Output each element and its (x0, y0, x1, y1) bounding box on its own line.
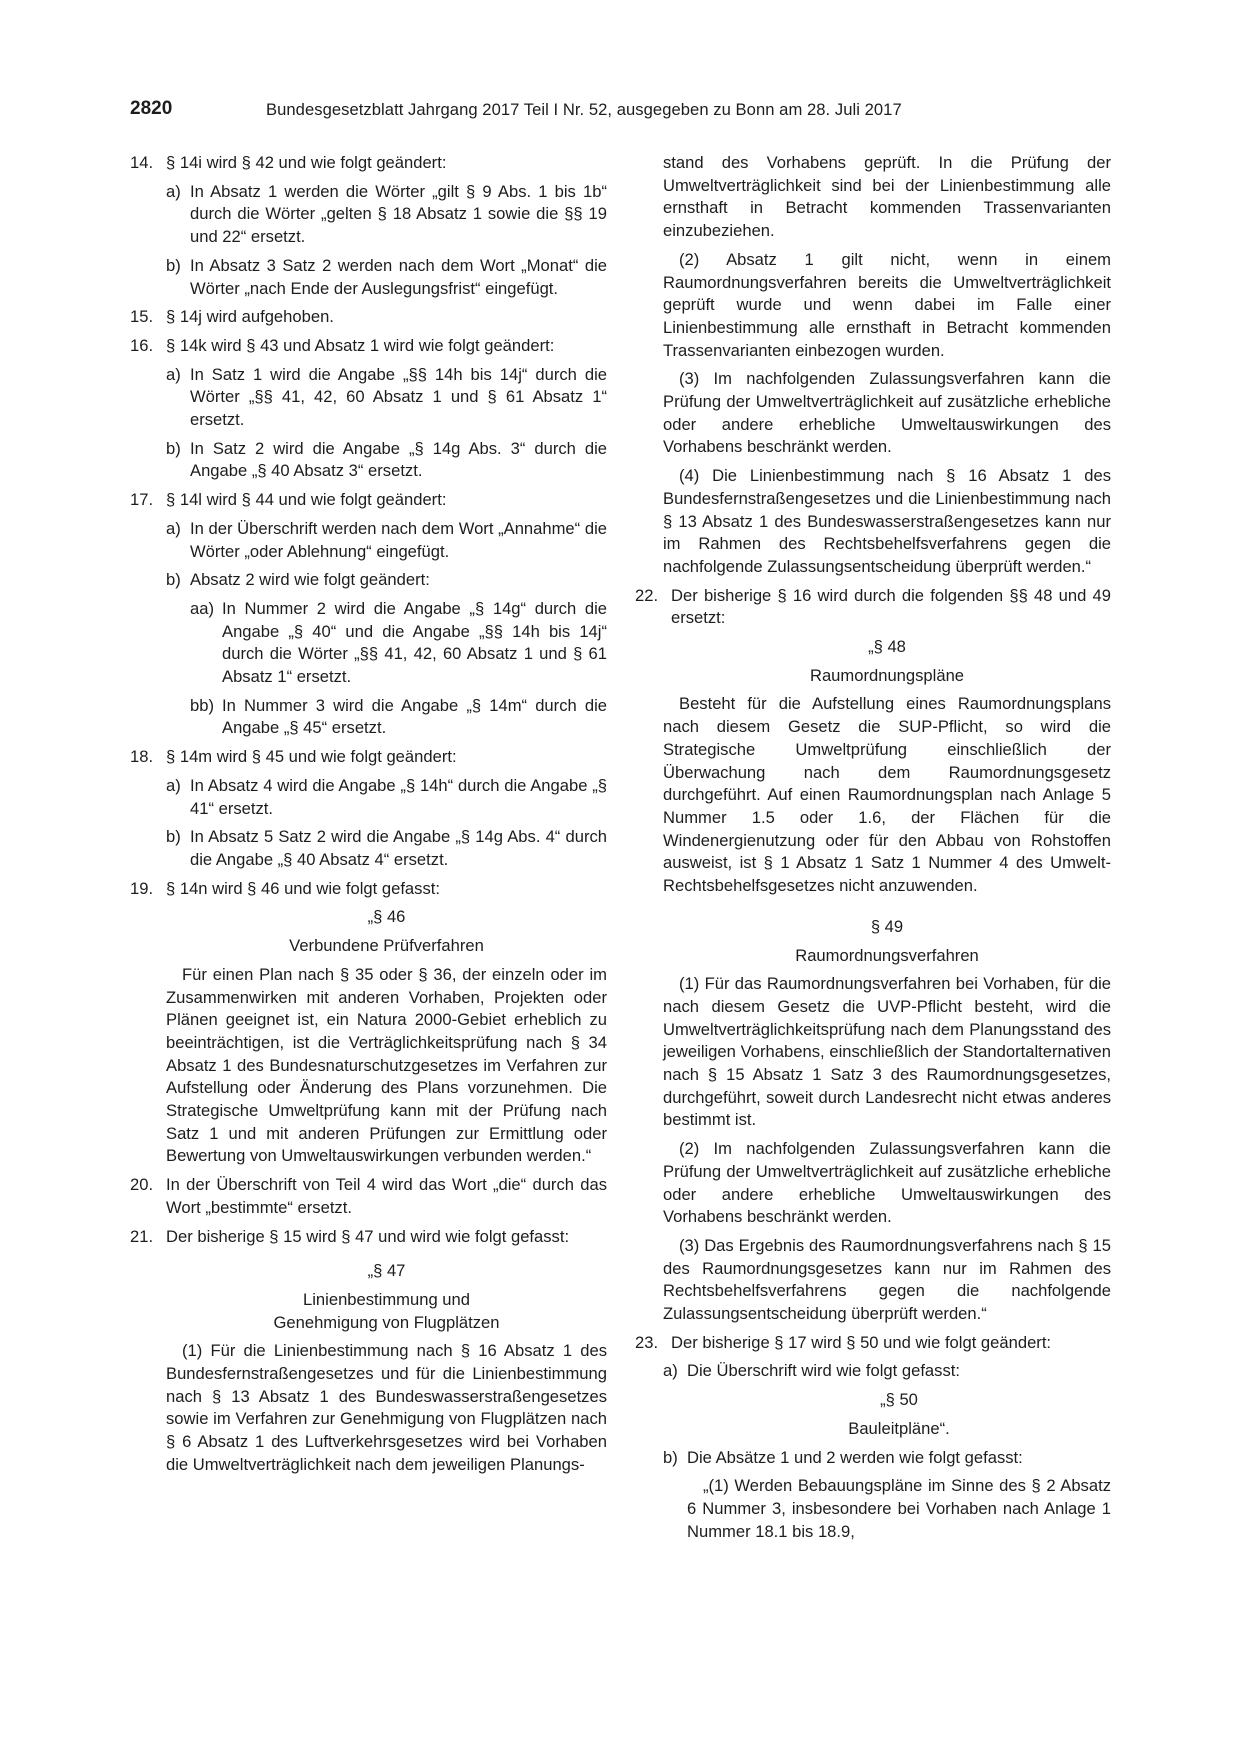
sub-item-letter: b) (166, 255, 181, 275)
left-column (130, 152, 607, 1483)
sub-item (130, 255, 607, 300)
sub-item-text: In Absatz 5 Satz 2 wird die Angabe „§ 14g Abs. 4“ durch die Angabe „§ 40 Absatz 4“ ersetzt. (190, 827, 607, 869)
sub-item (635, 1360, 1111, 1383)
item-text: § 14n wird § 46 und wie folgt gefasst: (166, 878, 440, 898)
item-number: 17. (130, 490, 154, 510)
item-text: § 14j wird aufgehoben. (166, 307, 334, 327)
item-number: 16. (130, 335, 154, 355)
sub-item-letter: a) (166, 364, 181, 384)
item-text: § 14k wird § 43 und Absatz 1 wird wie folgt geändert: (166, 335, 555, 355)
page-header-title: Bundesgesetzblatt Jahrgang 2017 Teil I Nr. 52, ausgegeben zu Bonn am 28. Juli 2017 (266, 100, 902, 119)
section-number: § 49 (870, 916, 904, 936)
paragraph: (3) Im nachfolgenden Zulassungsverfahren kann die Prüfung der Umweltverträglichkeit auf zusätzliche erhebliche oder andere erhebliche Umweltauswirkungen des Vorhabens beschränkt werden. (663, 369, 1111, 457)
paragraph: (1) Für die Linienbestimmung nach § 16 Absatz 1 des Bundesfernstraßengesetzes und für die Linienbestimmung nach § 13 Absatz 1 des Bundeswasserstraßengesetzes sowie im Verfahren zur Genehmigung von Flugplätzen nach § 6 Absatz 1 des Luftverkehrsgesetzes wird bei Vorhaben die Umweltverträglichkeit nach dem jeweiligen Planungs- (166, 1341, 607, 1474)
paragraph: (4) Die Linienbestimmung nach § 16 Absatz 1 des Bundesfernstraßengesetzes und die Linienbestimmung nach § 13 Absatz 1 des Bundeswasserstraßengesetzes kann nur im Rahmen des Rechtsbehelfsverfahrens gegen die nachfolgende Zulassungsentscheidung überprüft werden.“ (663, 466, 1111, 576)
sub-item-letter: b) (166, 827, 181, 847)
sub-item (130, 518, 607, 563)
paragraph: (1) Für das Raumordnungsverfahren bei Vorhaben, für die nach diesem Gesetz die UVP-Pflicht besteht, wird die Umweltverträglichkeitsprüfung nach dem Planungsstand des jeweiligen Vorhabens, einschließlich der Standortalternativen nach § 15 Absatz 1 Satz 3 des Raumordnungsgesetzes, durchgeführt, soweit durch Landesrecht nicht etwas anderes bestimmt ist. (663, 974, 1111, 1130)
item-text: § 14m wird § 45 und wie folgt geändert: (166, 747, 457, 767)
sub-item-text: Die Absätze 1 und 2 werden wie folgt gefasst: (687, 1447, 1023, 1467)
sub-item-text: In der Überschrift werden nach dem Wort „Annahme“ die Wörter „oder Ablehnung“ eingefügt. (190, 518, 607, 561)
sub-item (130, 826, 607, 871)
section-heading: Raumordnungspläne (809, 665, 965, 685)
item-number: 23. (635, 1332, 659, 1352)
sub-sub-item (130, 695, 607, 740)
list-item (130, 1226, 607, 1249)
paragraph: „(1) Werden Bebauungspläne im Sinne des § 2 Absatz 6 Nummer 3, insbesondere bei Vorhaben nach Anlage 1 Nummer 18.1 bis 18.9, (687, 1476, 1111, 1541)
item-text: § 14i wird § 42 und wie folgt geändert: (166, 153, 447, 172)
paragraph: (2) Im nachfolgenden Zulassungsverfahren kann die Prüfung der Umweltverträglichkeit auf zusätzliche erhebliche oder andere erhebliche Umweltauswirkungen des Vorhabens beschränkt werden. (663, 1139, 1111, 1227)
sub-item (130, 775, 607, 820)
sub-item (130, 364, 607, 432)
sub-item-letter: b) (166, 570, 181, 590)
right-column (635, 152, 1111, 1549)
sub-item (130, 181, 607, 249)
sub-sub-item-text: In Nummer 2 wird die Angabe „§ 14g“ durch die Angabe „§ 40“ und die Angabe „§§ 14h bis 14j“ durch die Wörter „§§ 41, 42, 60 Absatz 1 und § 61 Absatz 1“ ersetzt. (222, 598, 607, 687)
sub-item (130, 569, 607, 592)
item-text: § 14l wird § 44 und wie folgt geändert: (166, 490, 447, 510)
sub-sub-item-label: aa) (190, 598, 214, 618)
item-number: 14. (130, 153, 154, 172)
list-item (635, 585, 1111, 630)
item-text: In der Überschrift von Teil 4 wird das Wort „die“ durch das Wort „bestimmte“ ersetzt. (166, 1175, 607, 1217)
item-number: 19. (130, 878, 154, 898)
sub-item-letter: b) (663, 1447, 678, 1467)
sub-item-letter: a) (166, 181, 181, 201)
item-number: 18. (130, 747, 154, 767)
section-heading: Genehmigung von Flugplätzen (273, 1312, 500, 1332)
sub-item-letter: a) (166, 775, 181, 795)
list-item (635, 1332, 1111, 1355)
list-item (130, 878, 607, 901)
item-number: 20. (130, 1175, 154, 1195)
section-number: „§ 46 (367, 907, 406, 927)
section-number: „§ 47 (367, 1261, 406, 1281)
sub-item-text: In Absatz 3 Satz 2 werden nach dem Wort „Monat“ die Wörter „nach Ende der Auslegungsfrist“ eingefügt. (190, 255, 607, 298)
sub-item (130, 438, 607, 483)
paragraph: Für einen Plan nach § 35 oder § 36, der einzeln oder im Zusammenwirken mit anderen Vorhaben, Projekten oder Plänen geeignet ist, ein Natura 2000-Gebiet erheblich zu beeinträchtigen, ist die Verträglichkeitsprüfung nach § 34 Absatz 1 des Bundesnaturschutzgesetzes im Verfahren zur Aufstellung oder Änderung des Plans vorzunehmen. Die Strategische Umweltprüfung kann mit der Prüfung nach Satz 1 und mit anderen Prüfungen zur Ermittlung oder Bewertung von Umweltauswirkungen verbunden werden.“ (166, 964, 607, 1166)
paragraph: Besteht für die Aufstellung eines Raumordnungsplans nach diesem Gesetz die SUP-Pflicht, so wird die Strategische Umweltprüfung einschließlich der Überwachung nach dem Raumordnungsgesetz durchgeführt. Auf einen Raumordnungsplan nach Anlage 5 Nummer 1.5 oder 1.6, der Flächen für die Windenergienutzung oder für den Abbau von Rohstoffen ausweist, ist § 1 Absatz 1 Satz 1 Nummer 4 des Umwelt-Rechtsbehelfsgesetzes nicht anzuwenden. (663, 694, 1111, 896)
item-number: 21. (130, 1226, 154, 1246)
section-number: „§ 48 (868, 637, 906, 657)
item-text: Der bisherige § 15 wird § 47 und wird wie folgt gefasst: (166, 1226, 570, 1246)
section-heading: Linienbestimmung und (303, 1289, 470, 1309)
paragraph: (2) Absatz 1 gilt nicht, wenn in einem Raumordnungsverfahren bereits die Umweltverträglichkeit geprüft wurde und wenn dabei im Falle einer Linienbestimmung alle ernsthaft in Betracht kommenden Trassenvarianten einbezogen wurden. (663, 249, 1111, 360)
list-item (130, 1174, 607, 1219)
sub-item-text: In Absatz 4 wird die Angabe „§ 14h“ durch die Angabe „§ 41“ ersetzt. (190, 775, 607, 818)
section-heading: Raumordnungsverfahren (795, 945, 979, 965)
sub-item (635, 1447, 1111, 1470)
page-number: 2820 (130, 98, 173, 119)
item-text: Der bisherige § 17 wird § 50 und wie folgt geändert: (671, 1332, 1052, 1352)
item-number: 15. (130, 307, 154, 327)
sub-sub-item (130, 598, 607, 689)
paragraph: (3) Das Ergebnis des Raumordnungsverfahrens nach § 15 des Raumordnungsgesetzes kann nur im Rahmen des Rechtsbehelfsverfahrens gegen die nachfolgende Zulassungsentscheidung überprüft werden.“ (663, 1235, 1111, 1324)
sub-item-letter: a) (166, 518, 181, 538)
sub-item-text: Absatz 2 wird wie folgt geändert: (190, 570, 430, 590)
sub-item-letter: a) (663, 1361, 678, 1381)
list-item (130, 746, 607, 769)
sub-sub-item-text: In Nummer 3 wird die Angabe „§ 14m“ durch die Angabe „§ 45“ ersetzt. (222, 695, 607, 738)
list-item (130, 152, 607, 175)
item-text: Der bisherige § 16 wird durch die folgenden §§ 48 und 49 ersetzt: (671, 585, 1111, 628)
sub-item-letter: b) (166, 438, 181, 458)
list-item (130, 489, 607, 512)
sub-item-text: Die Überschrift wird wie folgt gefasst: (687, 1361, 960, 1381)
sub-item-text: In Absatz 1 werden die Wörter „gilt § 9 Abs. 1 bis 1b“ durch die Wörter „gelten § 18 Absatz 1 sowie die §§ 19 und 22“ ersetzt. (190, 181, 607, 247)
sub-sub-item-label: bb) (190, 695, 214, 715)
list-item (130, 306, 607, 329)
section-heading: Verbundene Prüfverfahren (289, 936, 484, 956)
paragraph: stand des Vorhabens geprüft. In die Prüfung der Umweltverträglichkeit sind bei der Linienbestimmung alle ernsthaft in Betracht kommenden Trassenvarianten einzubeziehen. (663, 153, 1111, 241)
list-item (130, 335, 607, 358)
section-heading: Bauleitpläne“. (848, 1418, 950, 1438)
section-number: „§ 50 (880, 1390, 918, 1410)
sub-item-text: In Satz 2 wird die Angabe „§ 14g Abs. 3“ durch die Angabe „§ 40 Absatz 3“ ersetzt. (190, 438, 607, 481)
sub-item-text: In Satz 1 wird die Angabe „§§ 14h bis 14j“ durch die Wörter „§§ 41, 42, 60 Absatz 1 und § 61 Absatz 1“ ersetzt. (190, 364, 607, 430)
item-number: 22. (635, 585, 659, 605)
